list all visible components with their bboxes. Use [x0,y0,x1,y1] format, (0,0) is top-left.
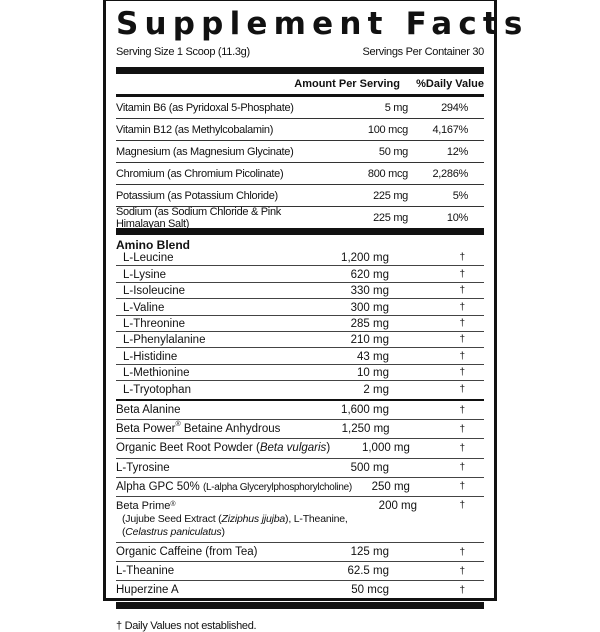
ingredient-amount: 1,600 mg [341,404,389,417]
ingredient-name: L-Histidine [123,350,178,363]
nutrient-amount: 225 mg [373,189,408,202]
nutrient-dv: 12% [446,145,468,158]
ingredient-amount: 50 mcg [351,584,389,597]
dagger-icon: † [459,268,465,280]
amino-row [116,250,484,266]
registered-mark-icon: ® [175,421,181,429]
vitamin-row [116,163,484,185]
amino-blend-title: Amino Blend [116,238,190,252]
subline-text: ) [221,525,225,538]
ingredient-name: Beta Alanine [116,404,181,417]
ingredient-latin-name: Beta vulgaris [259,442,327,455]
nutrient-amount: 800 mcg [367,167,408,180]
dagger-icon: † [459,546,465,558]
dagger-icon: † [459,383,465,395]
ingredient-name: L-Lysine [123,268,167,281]
dagger-icon: † [459,584,465,596]
ingredient-name: Organic Caffeine (from Tea) [116,546,258,559]
ingredient-amount: 300 mg [350,301,389,314]
ingredient-row [116,562,484,581]
ingredient-amount: 250 mg [371,480,410,493]
nutrient-dv: 294% [441,101,468,114]
nutrient-dv: 2,286% [432,167,468,180]
amino-row [116,316,484,332]
ingredient-name: L-Phenylalanine [123,334,206,347]
serving-size: Serving Size 1 Scoop (11.3g) [116,46,250,58]
subline-text: (Jujube Seed Extract ( [122,512,222,525]
ingredient-name [116,442,330,454]
ingredient-name-text: Organic Beet Root Powder ( [116,442,260,455]
dagger-icon: † [459,350,465,362]
ingredient-name: L-Theanine [116,565,175,578]
nutrient-amount: 5 mg [384,101,408,114]
divider-thick [116,67,484,74]
dagger-icon: † [459,252,465,264]
vitamin-row [116,141,484,163]
nutrient-dv: 10% [446,211,468,224]
amino-row [116,381,484,396]
ingredient-row [116,420,484,439]
ingredient-subline [116,526,348,539]
nutrient-name: Vitamin B12 (as Methylcobalamin) [116,123,274,136]
dagger-icon: † [459,442,465,454]
registered-mark-icon: ® [170,500,176,508]
ingredient-amount: 500 mg [350,461,389,474]
dagger-icon: † [459,565,465,577]
ingredient-amount: 330 mg [350,285,389,298]
dagger-icon: † [459,462,465,474]
subline-text: ), L-Theanine, [285,512,348,525]
vitamins-section [116,97,484,228]
ingredient-row [116,459,484,478]
ingredient-amount: 1,000 mg [361,442,410,455]
ingredient-amount: 200 mg [378,499,418,512]
nutrient-amount: 225 mg [373,211,408,224]
column-header-daily-value: %Daily Value [416,78,484,90]
dagger-icon: † [459,301,465,313]
nutrient-amount: 50 mg [378,145,408,158]
ingredient-name-text: Beta Power [116,423,176,436]
ingredient-name: L-Tryotophan [123,383,191,396]
ingredient-name [116,500,348,539]
ingredient-name-text: Alpha GPC 50% [116,480,203,493]
ingredient-row [116,581,484,599]
nutrient-name: Chromium (as Chromium Picolinate) [116,167,284,180]
ingredient-subline [116,513,348,526]
ingredient-name: L-Isoleucine [123,285,186,298]
amino-row [116,299,484,315]
ingredient-name: L-Leucine [123,252,174,265]
vitamin-row [116,185,484,207]
ingredient-amount: 620 mg [350,268,389,281]
nutrient-name: Potassium (as Potassium Chloride) [116,189,278,202]
ingredient-row [116,543,484,562]
ingredient-name: L-Methionine [123,367,190,380]
dagger-icon: † [459,285,465,297]
ingredient-name: Huperzine A [116,584,179,597]
ingredient-row [116,497,484,543]
ingredient-amount: 1,250 mg [341,423,390,436]
dagger-icon: † [459,499,465,511]
nutrient-name: Vitamin B6 (as Pyridoxal 5-Phosphate) [116,101,294,114]
subline-text: ( [122,525,126,538]
ingredient-row [116,478,484,497]
ingredient-amount: 2 mg [363,383,389,396]
ingredient-amount: 10 mg [357,367,389,380]
amino-row [116,283,484,299]
dagger-icon: † [459,317,465,329]
dagger-icon: † [459,481,465,493]
ingredient-name: L-Valine [123,301,165,314]
amino-row [116,365,484,381]
amino-row [116,266,484,282]
amino-blend-section [116,239,484,397]
ingredient-row [116,401,484,420]
ingredient-amount: 62.5 mg [347,565,389,578]
ingredient-latin-name: Celastrus paniculatus [125,525,222,538]
footnote: † Daily Values not established. [116,619,257,632]
ingredient-amount: 125 mg [350,546,389,559]
nutrient-name: Sodium (as Sodium Chloride & Pink Himalayan Salt) [116,205,281,230]
vitamin-row [116,97,484,119]
ingredient-amount: 285 mg [350,317,389,330]
ingredient-name: L-Threonine [123,317,186,330]
ingredient-name-text: ) [326,442,331,455]
ingredient-amount: 43 mg [357,350,389,363]
nutrient-name: Magnesium (as Magnesium Glycinate) [116,145,294,158]
ingredients-section [116,401,484,600]
ingredient-name [116,423,280,435]
ingredient-row [116,439,484,458]
column-headers [116,74,484,94]
vitamin-row [116,119,484,141]
ingredient-name [116,481,352,493]
ingredient-name: L-Tyrosine [116,461,170,474]
nutrient-amount: 100 mcg [367,123,408,136]
amino-row [116,332,484,348]
servings-per-container: Servings Per Container 30 [362,46,484,58]
divider-thick [116,602,484,609]
nutrient-dv: 4,167% [432,123,468,136]
dagger-icon: † [459,423,465,435]
column-header-amount: Amount Per Serving [294,78,400,90]
serving-info [116,45,484,59]
ingredient-name-detail: (L-alpha Glycerylphosphorylcholine) [202,481,352,493]
label-title: Supplement Facts [116,6,529,42]
supplement-facts-panel [103,0,529,632]
vitamin-row [116,207,484,228]
ingredient-amount: 210 mg [350,334,389,347]
amino-row [116,348,484,364]
ingredient-amount: 1,200 mg [341,252,389,265]
ingredient-name-text: Betaine Anhydrous [180,423,281,436]
dagger-icon: † [459,404,465,416]
ingredient-latin-name: Ziziphus jjujba [221,512,286,525]
ingredient-name-text: Beta Prime [116,499,171,512]
dagger-icon: † [459,367,465,379]
dagger-icon: † [459,334,465,346]
panel-content [116,1,529,632]
nutrient-dv: 5% [452,189,468,202]
